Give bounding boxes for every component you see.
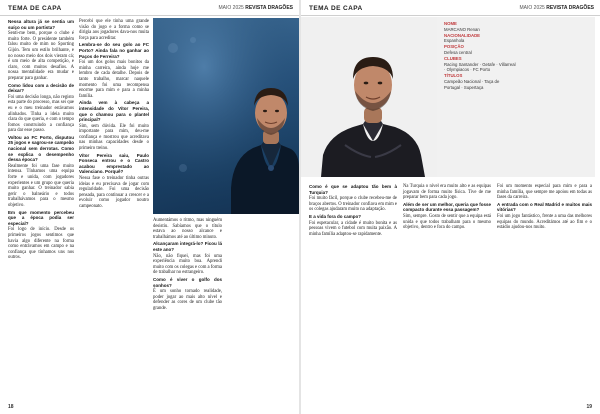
interview-answer: Foi espetacular, a cidade é muito bonita e as pessoas vivem o futebol com muita paixão. A minha família adaptou-se rapidamente. [309, 220, 397, 237]
player-photo [153, 18, 299, 214]
profile-label: POSIÇÃO [444, 44, 464, 50]
magazine-name: REVISTA DRAGÕES [546, 5, 594, 11]
profile-label: NACIONALIDADE [444, 32, 481, 38]
profile-label: CLUBES [444, 55, 462, 61]
interview-answer: Nessa fase o treinador tinha outras ideias e eu precisava de jogar com regularidade. Foi uma decisão pensada, para continuar a crescer e a evoluir como jogador noutro campeonato. [79, 176, 149, 209]
profile-list [444, 21, 516, 91]
interview-question: Como é viver o golfo dos sonhos? [153, 276, 222, 288]
article-column-3 [497, 184, 592, 404]
interview-answer: Foi uma decisão longa, não registo esta parte do processo, mas sei que eu e o meu treinador estávamos alinhados. Tinha a ideia muito clara do que queria, e com o tempo fomos construindo a confiança para dar esse passo. [8, 94, 74, 134]
interview-question: Voltou ao FC Porto, disputou 25 jogos e sagrou-se campeão nacional sem derrotas. Como se explica o desempenho dessa época? [8, 134, 74, 163]
interview-question: Em que momento percebeu que a época podia ser especial? [8, 209, 74, 226]
profile-value: Defesa central [444, 49, 472, 55]
magazine-date: MAIO 2025 [519, 5, 545, 11]
interview-question: Lembra-se do seu golo ao FC Porto? Ainda fala no ganhar ao Paços de Ferreira? [79, 42, 149, 59]
interview-question: Nessa altura já se sentia um suíço ou um portista? [8, 19, 74, 30]
article-column-1 [8, 19, 74, 401]
article-column-1 [309, 184, 397, 404]
interview-question: Além de ser um melhor, queria que fosse compacto durante essa passagem? [403, 201, 491, 213]
page-number: 19 [586, 404, 592, 410]
interview-question: A entrada com o Real Madrid e muitos mais vitórias? [497, 201, 592, 213]
profile-value: Racing Santander · Getafe · Villarreal · Olympiacos · FC Porto [444, 61, 516, 73]
interview-answer: Foi muito fácil, porque o clube recebeu-me de braços abertos. O treinador confiava em mim e os colegas ajudaram muito na adaptação. [309, 196, 397, 213]
interview-answer: Aumentámos o ritmo, mas ninguém desistiu. Sabíamos que o título estava ao nosso alcance e trabalhámos até ao último minuto. [153, 218, 222, 240]
page-number: 18 [8, 404, 14, 410]
interview-question: Alcançaram integrá-lo? Ficou lá este ano? [153, 241, 222, 252]
player-profile-box [437, 17, 595, 177]
right-page [301, 0, 600, 414]
section-title: TEMA DE CAPA [309, 5, 363, 12]
profile-value: Campeão Nacional · Taça de Portugal · Supertaça [444, 78, 500, 90]
player-portrait-photo [301, 17, 437, 177]
profile-label: TÍTULOS [444, 73, 463, 79]
interview-answer: Percebi que ele tinha uma grande visão do jogo e a forma como se dirigia aos jogadores dava-nos muita força para acreditar. [79, 19, 149, 41]
page-header [0, 5, 299, 16]
page-header [301, 5, 600, 16]
left-page [0, 0, 299, 414]
interview-answer: Sim, sempre. Gosto de sentir que a equipa está unida e que todos trabalham para o mesmo objetivo, dentro e fora do campo. [403, 213, 491, 231]
interview-answer: Senti-me bem, porque o clube é muito forte. O presidente também falou muito de mim no Sporting Gijón. Tem um estilo brilhante, e no nosso meio dos dois vieram cá; é um meio de alta competição, e claro, com muitos desafios. A nossa mentalidade era mudar e preparar para ganhar. [8, 31, 74, 81]
article-column-3 [153, 218, 222, 402]
magazine-credit [520, 5, 594, 11]
profile-value: Espanhola [444, 38, 465, 44]
interview-answer: Foi logo de início. Desde os primeiros jogos sentimos que havia algo diferente na forma como entrávamos em campo e na confiança que tínhamos uns nos outros. [8, 227, 74, 261]
interview-answer: Foi um jogo fantástico, frente a uma das melhores equipas do mundo. Acreditámos até ao fim e o estádio ajudou-nos muito. [497, 213, 592, 231]
profile-label: NOME [444, 21, 457, 26]
interview-question: Vítor Pereira saiu, Paulo Fonseca entrou e o Castro acabou emprestado ao Valenciano. Porquê? [79, 152, 149, 175]
interview-answer: É um sonho tornado realidade, poder jogar ao mais alto nível e defender as cores de um clube tão grande. [153, 289, 222, 311]
article-column-2 [403, 184, 491, 404]
interview-question: Ainda vem à cabeça a intensidade do Vítor Pereira, que o chamou para o plantel principal? [79, 100, 149, 123]
interview-answer: Foi um momento especial para mim e para a minha família, que sempre me apoiou em todas as fases da carreira. [497, 184, 592, 201]
magazine-name: REVISTA DRAGÕES [245, 5, 293, 11]
interview-question: E a vida fora do campo? [309, 213, 362, 219]
magazine-date: MAIO 2025 [218, 5, 244, 11]
player-portrait-icon [301, 17, 437, 177]
interview-answer: Foi um dos golos mais bonitos da minha carreira, ainda hoje me lembro de cada detalhe. Depois de tanto trabalho, marcar naquele momento foi uma recompensa enorme para mim e para a minha família. [79, 60, 149, 99]
interview-question: Como é que se adaptou tão bem à Turquia? [309, 184, 397, 195]
article-column-2 [79, 19, 149, 401]
interview-answer: Sim, sem dúvida. Ele foi muito importante para mim, deu-me confiança e mostrou que acreditava nas minhas capacidades desde o primeiro treino. [79, 123, 149, 152]
interview-answer: Na Turquia o nível era muito alto e as equipas jogavam de forma muito física. Tive de me preparar bem para cada jogo. [403, 184, 491, 201]
profile-value: MARCANO Renan [444, 26, 480, 32]
interview-answer: Não, não fiquei, mas foi uma experiência muito boa. Aprendi muito com os colegas e com a forma de trabalhar no estrangeiro. [153, 253, 222, 276]
interview-question: Como lidou com a decisão de deixar? [8, 82, 74, 94]
section-title: TEMA DE CAPA [8, 5, 62, 12]
interview-answer: Realmente foi uma fase muito intensa. Tínhamos uma equipa forte e unida, com jogadores experientes e um grupo que queria muito ganhar. O treinador sabia gerir o balneário e todos trabalhávamos para o mesmo objetivo. [8, 163, 74, 208]
player-silhouette-icon [153, 18, 299, 214]
magazine-credit [219, 5, 293, 11]
